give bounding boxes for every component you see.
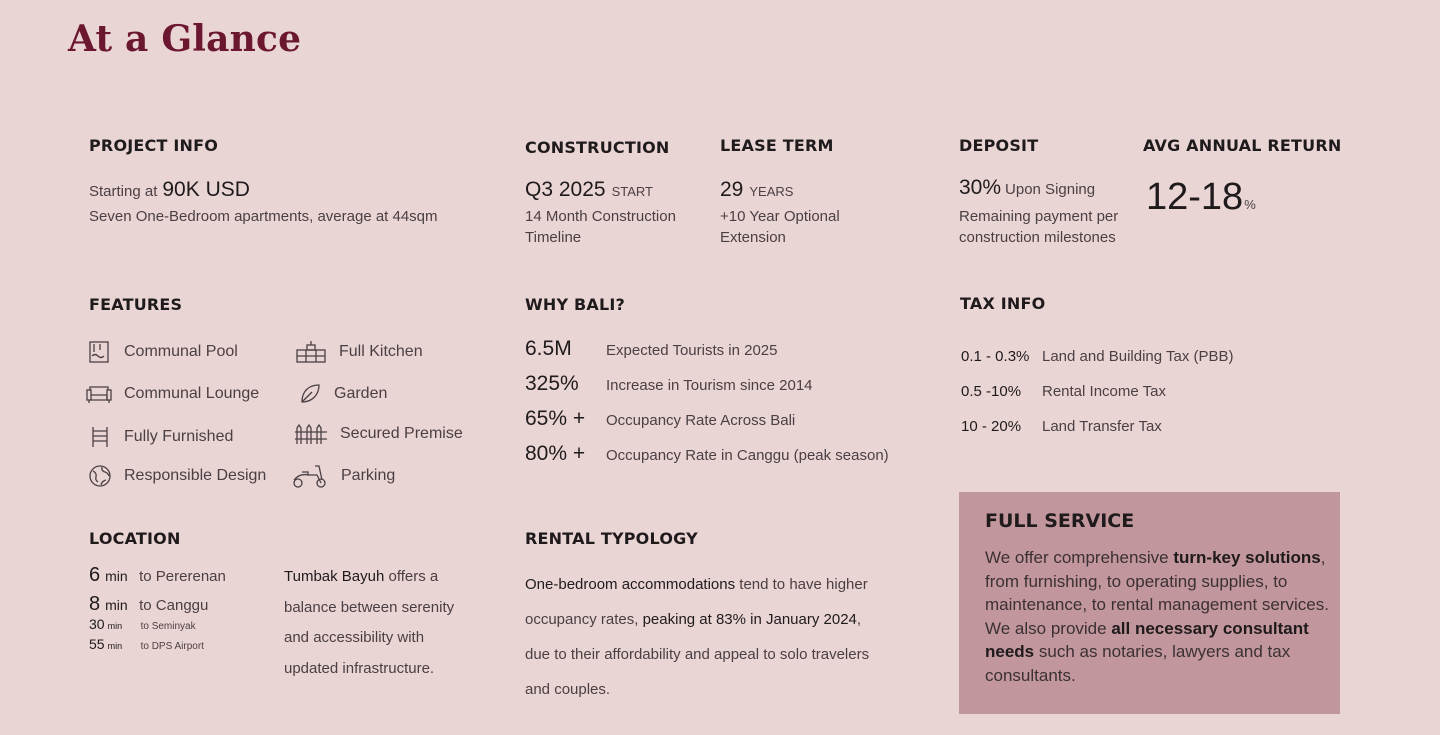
feature-parking: [291, 462, 395, 490]
location-desc-line: and accessibility with: [284, 629, 425, 646]
full-service-box: [959, 492, 1340, 714]
construction-start: [525, 178, 653, 202]
deposit-heading: DEPOSIT: [959, 136, 1039, 155]
feature-label: Fully Furnished: [124, 428, 234, 445]
why-bali-heading: WHY BALI?: [525, 295, 626, 314]
tax-row: [961, 418, 1321, 453]
distance-num: 6: [89, 564, 101, 586]
feature-label: Full Kitchen: [339, 343, 423, 360]
stat-value: 6.5M: [525, 337, 572, 360]
feature-pool: [88, 340, 238, 364]
shelf-icon: [88, 425, 112, 449]
stat-row: [525, 337, 925, 372]
rental-heading: RENTAL TYPOLOGY: [525, 529, 698, 548]
tax-label: Land and Building Tax (PBB): [1042, 348, 1234, 365]
globe-icon: [88, 464, 112, 488]
distance-row: [89, 593, 279, 616]
deposit-line-2: construction milestones: [959, 229, 1116, 246]
svc-text: such as notaries, lawyers and tax: [1038, 642, 1291, 661]
fence-icon: [294, 422, 328, 446]
project-info-heading: PROJECT INFO: [89, 136, 219, 155]
construction-line-1: 14 Month Construction: [525, 208, 676, 225]
distance-row: [89, 616, 279, 636]
distance-num: 8: [89, 593, 101, 615]
features-heading: FEATURES: [89, 295, 183, 314]
kitchen-icon: [295, 340, 327, 364]
distance-place: to DPS Airport: [140, 641, 204, 652]
rental-highlight: peaking at 83% in January 2024: [642, 611, 857, 628]
lease-line-1: +10 Year Optional: [720, 208, 840, 225]
svc-highlight: all necessary consultant: [1111, 618, 1309, 638]
location-desc-line: [284, 562, 474, 593]
stat-value: 80% +: [525, 442, 586, 465]
tax-list: [961, 348, 1321, 453]
feature-garden: [298, 382, 387, 406]
svc-line: from furnishing, to operating supplies, to: [985, 571, 1288, 591]
location-desc-text: offers a: [388, 568, 439, 585]
svc-text: ,: [1320, 548, 1326, 567]
full-service-heading: FULL SERVICE: [985, 510, 1135, 532]
svc-line: [985, 617, 1330, 641]
construction-suffix: START: [611, 184, 653, 199]
tax-info-heading: TAX INFO: [960, 294, 1046, 313]
distance-unit: min: [105, 597, 128, 613]
construction-line-2: Timeline: [525, 229, 582, 246]
rental-line: due to their affordability and appeal to solo travelers: [525, 646, 870, 663]
construction-heading: CONSTRUCTION: [525, 138, 670, 157]
stat-row: [525, 407, 925, 442]
feature-label: Parking: [341, 467, 396, 484]
project-description: Seven One-Bedroom apartments, average at 44sqm: [89, 208, 438, 225]
rental-description: [525, 567, 925, 707]
tax-label: Land Transfer Tax: [1042, 418, 1162, 435]
pool-icon: [88, 340, 112, 364]
stat-label: Expected Tourists in 2025: [606, 342, 778, 359]
starting-price-value: 90K USD: [162, 178, 250, 201]
feature-kitchen: [295, 340, 423, 364]
deposit-suffix: Upon Signing: [1005, 181, 1096, 198]
stat-label: Increase in Tourism since 2014: [606, 377, 813, 394]
tax-row: [961, 348, 1321, 383]
rental-highlight: One-bedroom accommodations: [525, 576, 736, 593]
page-title: At a Glance: [68, 18, 302, 60]
feature-responsible: [88, 464, 266, 488]
svc-text: We offer comprehensive: [985, 548, 1169, 567]
stat-label: Occupancy Rate Across Bali: [606, 412, 796, 429]
distance-num: 55: [89, 636, 105, 652]
feature-label: Communal Pool: [124, 343, 238, 360]
svc-line: consultants.: [985, 665, 1076, 685]
rental-line: [525, 602, 925, 637]
deposit-line-1: Remaining payment per: [959, 208, 1119, 225]
svc-line: [985, 640, 1330, 664]
deposit-amount: [959, 176, 1095, 200]
construction-value: Q3 2025: [525, 178, 606, 201]
distance-unit: min: [107, 621, 123, 631]
stat-value: 325%: [525, 372, 579, 395]
svc-line: [985, 546, 1330, 570]
feature-label: Responsible Design: [124, 467, 267, 484]
return-suffix: %: [1244, 197, 1256, 212]
stat-row: [525, 372, 925, 407]
rental-line: [525, 567, 925, 602]
starting-prefix: Starting at: [89, 183, 158, 200]
starting-price: [89, 178, 250, 202]
scooter-icon: [291, 462, 329, 490]
location-name: Tumbak Bayuh: [284, 568, 385, 585]
lease-term: [720, 178, 793, 202]
location-desc-line: balance between serenity: [284, 598, 455, 616]
distance-unit: min: [105, 568, 128, 584]
tax-label: Rental Income Tax: [1042, 383, 1166, 400]
tax-rate: 10 - 20%: [961, 418, 1022, 435]
sofa-icon: [86, 382, 112, 406]
stat-row: [525, 442, 925, 477]
leaf-icon: [298, 382, 322, 406]
lease-line-2: Extension: [720, 229, 786, 246]
rental-text: occupancy rates,: [525, 611, 639, 628]
lease-value: 29: [720, 178, 744, 201]
rental-text: ,: [856, 611, 862, 628]
svc-highlight: needs: [985, 642, 1035, 661]
deposit-value: 30%: [959, 176, 1002, 199]
rental-line: and couples.: [525, 681, 611, 698]
feature-lounge: [86, 382, 259, 406]
tax-rate: 0.5 -10%: [961, 383, 1022, 400]
distance-place: to Canggu: [139, 597, 209, 614]
lease-heading: LEASE TERM: [720, 136, 834, 155]
rental-text: tend to have higher: [739, 576, 868, 593]
distance-place: to Pererenan: [139, 568, 226, 585]
full-service-text: [985, 546, 1330, 687]
feature-label: Garden: [334, 385, 388, 402]
return-value-group: [1146, 176, 1256, 219]
svc-text: We also provide: [985, 618, 1107, 638]
location-description: [284, 562, 474, 684]
return-heading: AVG ANNUAL RETURN: [1143, 136, 1342, 155]
stat-label: Occupancy Rate in Canggu (peak season): [606, 447, 889, 464]
stat-value: 65% +: [525, 407, 586, 430]
distance-place: to Seminyak: [140, 621, 196, 632]
feature-label: Secured Premise: [340, 425, 463, 442]
tax-rate: 0.1 - 0.3%: [961, 348, 1030, 365]
distance-row: [89, 564, 279, 593]
svc-highlight: turn-key solutions: [1173, 548, 1321, 567]
distance-row: [89, 636, 279, 656]
svc-line: maintenance, to rental management services.: [985, 595, 1329, 614]
why-bali-stats: [525, 337, 925, 477]
feature-furnished: [88, 425, 233, 449]
location-heading: LOCATION: [89, 529, 181, 548]
distance-num: 30: [89, 616, 105, 632]
return-value: 12-18: [1146, 176, 1244, 218]
tax-row: [961, 383, 1321, 418]
feature-secured: [294, 422, 463, 446]
feature-label: Communal Lounge: [124, 385, 260, 402]
lease-suffix: YEARS: [749, 184, 794, 199]
distance-unit: min: [107, 641, 123, 651]
location-distances: [89, 564, 279, 656]
location-desc-line: updated infrastructure.: [284, 659, 435, 677]
